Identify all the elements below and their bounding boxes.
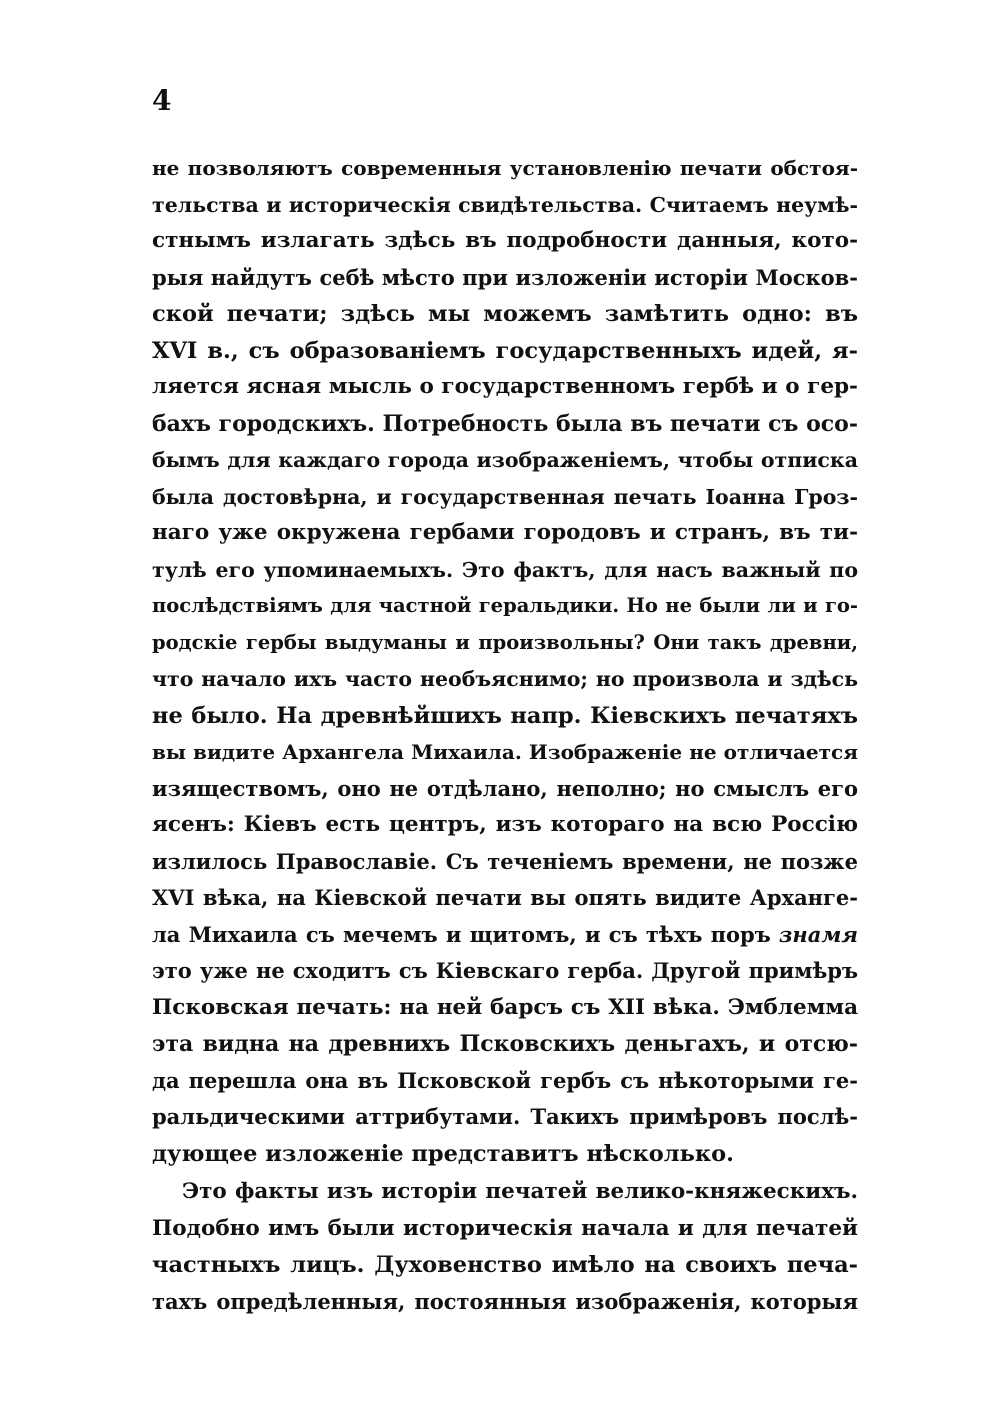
paragraph-2 — [152, 1174, 858, 1320]
text-line: излилось Православіе. Съ теченіемъ времени, не позже — [152, 848, 858, 874]
paragraph-1 — [152, 150, 858, 1172]
text-line: ской печати; здѣсь мы можемъ замѣтить одно: въ — [152, 301, 858, 327]
text-line: наго уже окружена гербами городовъ и странъ, въ ти- — [152, 520, 858, 545]
text-line: частныхъ лицъ. Духовенство имѣло на своихъ печа- — [152, 1252, 858, 1278]
text-line: тахъ опредѣленныя, постоянныя изображенія, которыя — [152, 1288, 858, 1314]
text-line: тельства и историческія свидѣтельства. Считаемъ неумѣ- — [152, 192, 858, 217]
text-line: послѣдствіямъ для частной геральдики. Но не были ли и го- — [152, 594, 858, 617]
text-line: тулѣ его упоминаемыхъ. Это фактъ, для насъ важный по — [152, 557, 858, 582]
text-line: XVI в., съ образованіемъ государственныхъ идей, я- — [152, 337, 858, 364]
text-line: Это факты изъ исторіи печатей велико-княжескихъ. — [182, 1179, 858, 1204]
text-line: родскіе гербы выдуманы и произвольны? Они такъ древни, — [152, 630, 858, 654]
text-line: изяществомъ, оно не отдѣлано, неполно; но смыслъ его — [152, 775, 858, 801]
text-line: не было. На древнѣйшихъ напр. Кіевскихъ печатяхъ — [152, 702, 858, 729]
text-line: дующее изложеніе представитъ нѣсколько. — [152, 1140, 734, 1167]
text-line: бахъ городскихъ. Потребность была въ печати съ осо- — [152, 410, 858, 437]
text-line: рыя найдутъ себѣ мѣсто при изложеніи исторіи Москов- — [152, 264, 858, 290]
text-line: стнымъ излагать здѣсь въ подробности данныя, кото- — [152, 228, 858, 253]
text-line: ляется ясная мысль о государственномъ гербѣ и о гер- — [152, 374, 858, 399]
text-line: вы видите Архангела Михаила. Изображеніе не отличается — [152, 740, 858, 764]
italic-word: знамя — [779, 921, 858, 947]
text-line: эта видна на древнихъ Псковскихъ деньгахъ, и отсю- — [152, 1031, 858, 1057]
text-line: да перешла она въ Псковской гербъ съ нѣкоторыми ге- — [152, 1067, 858, 1093]
text-line: Подобно имъ были историческія начала и для печатей — [152, 1215, 858, 1241]
text-line: ла Михаила съ мечемъ и щитомъ, и съ тѣхъ поръ знамя — [152, 921, 858, 947]
text-line: что начало ихъ часто необъяснимо; но произвола и здѣсь — [152, 667, 858, 691]
page-number: 4 — [152, 84, 172, 117]
text-line: ясенъ: Кіевъ есть центръ, изъ котораго на всю Россію — [152, 812, 858, 837]
text-line: Псковская печать: на ней барсъ съ XII вѣка. Эмблемма — [152, 994, 858, 1020]
text-line: это уже не сходитъ съ Кіевскаго герба. Другой примѣръ — [152, 958, 858, 983]
text-line: была достовѣрна, и государственная печать Іоанна Гроз- — [152, 484, 858, 509]
text-line: не позволяютъ современныя установленію печати обстоя- — [152, 156, 858, 180]
body-text — [152, 150, 858, 1320]
text-line: XVI вѣка, на Кіевской печати вы опять видите Арханге- — [152, 885, 858, 910]
text-line: бымъ для каждаго города изображеніемъ, чтобы отписка — [152, 448, 858, 472]
text-line: ральдическими аттрибутами. Такихъ примѣровъ послѣ- — [152, 1104, 858, 1129]
